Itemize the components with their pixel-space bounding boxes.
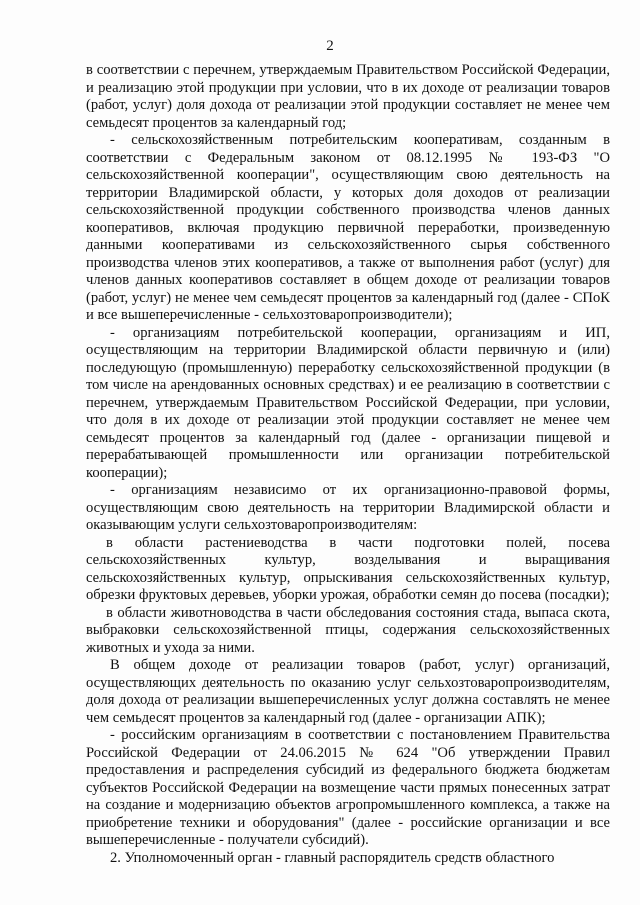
paragraph-spok: - сельскохозяйственным потребительским кооперативам, созданным в соответствии с Федеральным законом от 08.12.1995 № 193-ФЗ "О сельскохозяйственной кооперации", осуществляющим свою деятельность на территории Владимирской области, у которых доля доходов от реализации сельскохозяйственной продукции собственного производства членов данных кооперативов, включая продукцию первичной переработки, произведенную данными кооперативами из сельскохозяйственного сырья собственного производства членов этих кооперативов, а также от выполнения работ (услуг) для членов данных кооперативов составляет в общем доходе от реализации товаров (работ, услуг) не менее чем семьдесят процентов за календарный год (далее - СПоК и все вышеперечисленные - сельхозтоваропроизводители); <box>86 132 610 323</box>
document-body <box>86 62 610 867</box>
page-number: 2 <box>326 38 334 54</box>
paragraph-crop-production: в области растениеводства в части подготовки полей, посева сельскохозяйственных культур, возделывания и выращивания сельскохозяйственных культур, опрыскивания сельскохозяйственных культур, обрезки фруктовых деревьев, уборки урожая, обработки семян до посева (посадки); <box>86 534 610 603</box>
paragraph-russian-organizations: - российским организациям в соответствии с постановлением Правительства Российской Федерации от 24.06.2015 № 624 "Об утверждении Правил предоставления и распределения субсидий из федерального бюджета бюджетам субъектов Российской Федерации на возмещение части прямых понесенных затрат на создание и модернизацию объектов агропромышленного комплекса, а также на приобретение техники и оборудования" (далее - российские организации и все вышеперечисленные - получатели субсидий). <box>86 727 610 848</box>
paragraph-consumer-cooperation: - организациям потребительской кооперации, организациям и ИП, осуществляющим на территории Владимирской области первичную и (или) последующую (промышленную) переработку сельскохозяйственной продукции (в том числе на арендованных основных средствах) и ее реализацию в соответствии с перечнем, утверждаемым Правительством Российской Федерации, при условии, что доля в их доходе от реализации этой продукции составляет не менее чем семьдесят процентов за календарный год (далее - организации пищевой и перерабатывающей промышленности или организации потребительской кооперации); <box>86 324 610 481</box>
paragraph-organizations-services: - организациям независимо от их организационно-правовой формы, осуществляющим свою деятельность на территории Владимирской области и оказывающим услуги сельхозтоваропроизводителям: <box>86 482 610 533</box>
paragraph-continuation: в соответствии с перечнем, утверждаемым Правительством Российской Федерации, и реализацию этой продукции при условии, что в их доходе от реализации товаров (работ, услуг) доля дохода от реализации этой продукции составляет не менее чем семьдесят процентов за календарный год; <box>86 62 610 131</box>
paragraph-apk-income: В общем доходе от реализации товаров (работ, услуг) организаций, осуществляющих деятельность по оказанию услуг сельхозтоваропроизводителям, доля дохода от реализации вышеперечисленных услуг должна составлять не менее чем семьдесят процентов за календарный год (далее - организации АПК); <box>86 657 610 726</box>
paragraph-item-2: 2. Уполномоченный орган - главный распорядитель средств областного <box>110 849 555 866</box>
paragraph-livestock: в области животноводства в части обследования состояния стада, выпаса скота, выбраковки сельскохозяйственной птицы, содержания сельскохозяйственных животных и ухода за ними. <box>86 604 610 656</box>
